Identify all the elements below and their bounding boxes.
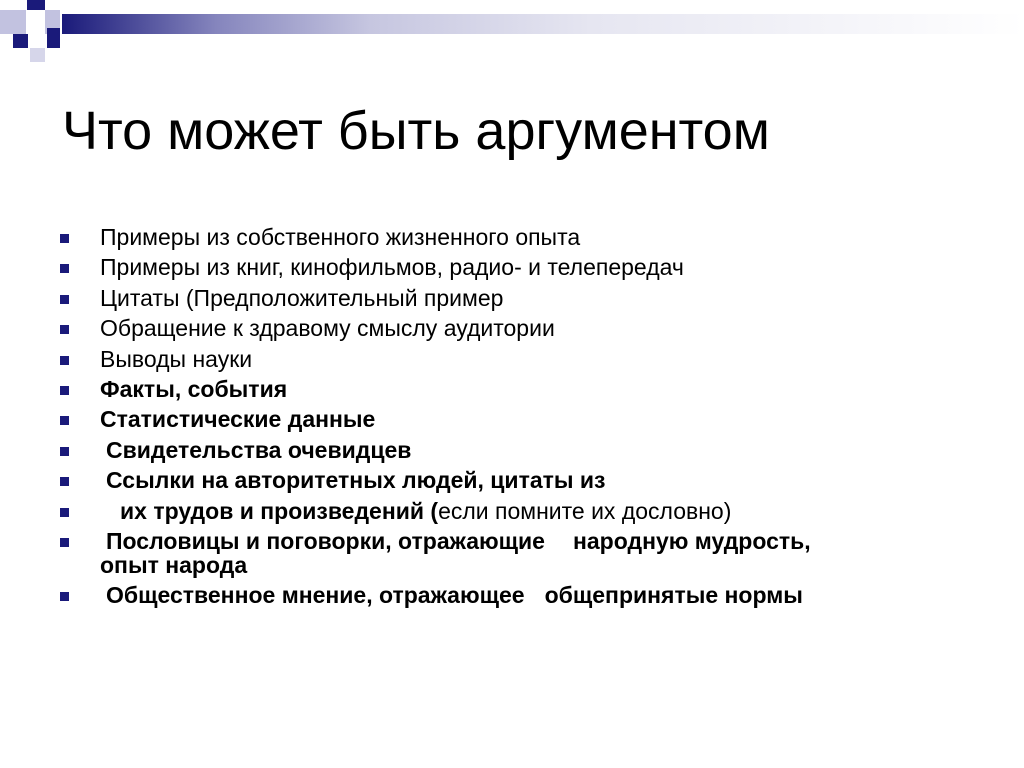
item-text: Пословицы и поговорки, отражающие [106,528,545,555]
square-bullet-icon [60,538,69,547]
list-item [60,435,960,465]
list-item [60,465,960,495]
square-bullet-icon [60,356,69,365]
list-item [60,283,960,313]
decor-square [27,0,45,10]
argument-list [60,222,960,610]
item-text: Общественное мнение, отражающее [106,582,525,609]
list-item [60,496,960,526]
square-bullet-icon [60,325,69,334]
item-text: Цитаты (Предположительный пример [100,284,504,311]
list-item [60,374,960,404]
item-text: Статистические данные [100,406,376,433]
square-bullet-icon [60,447,69,456]
list-item [60,344,960,374]
item-text: опыт народа [100,552,248,579]
item-text: народную мудрость, [572,528,811,555]
header-gradient-bar [62,14,1024,34]
item-text: общепринятые нормы [544,582,803,609]
list-item [60,404,960,434]
square-bullet-icon [60,234,69,243]
square-bullet-icon [60,508,69,517]
list-item [60,222,960,252]
item-text-bold: их трудов и произведений ( [120,497,439,524]
item-text: Примеры из книг, кинофильмов, радио- и телепередач [100,254,684,281]
decor-square [30,48,45,62]
item-text: Обращение к здравому смыслу аудитории [100,315,555,342]
item-text: Выводы науки [100,345,253,372]
square-bullet-icon [60,592,69,601]
decor-square [13,34,28,48]
decor-square [47,28,60,48]
slide-title: Что может быть аргументом [62,101,770,161]
square-bullet-icon [60,264,69,273]
list-item [60,313,960,343]
item-text: Факты, события [100,376,288,403]
square-bullet-icon [60,477,69,486]
decor-square [0,10,26,34]
item-text: Ссылки на авторитетных людей, цитаты из [106,467,606,494]
square-bullet-icon [60,386,69,395]
list-item [60,580,960,610]
item-text: Свидетельства очевидцев [106,436,412,463]
item-text-regular: если помните их дословно) [438,497,732,524]
square-bullet-icon [60,295,69,304]
list-item [60,526,960,580]
item-text: Примеры из собственного жизненного опыта [100,224,581,250]
list-item [60,252,960,282]
square-bullet-icon [60,416,69,425]
